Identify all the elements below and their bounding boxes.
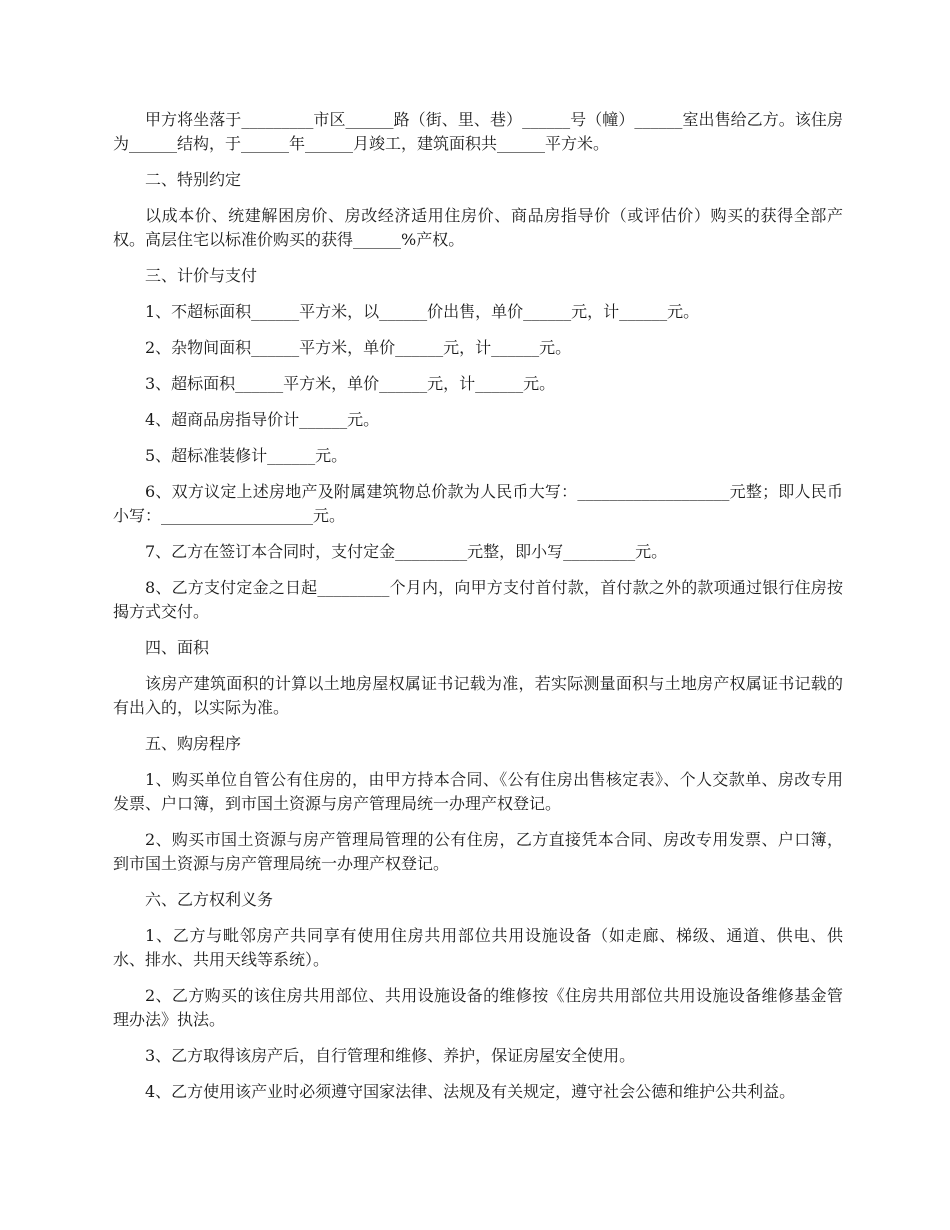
paragraph-pricing-7: 7、乙方在签订本合同时，支付定金_________元整，即小写_________元。 [145, 542, 668, 561]
paragraph-pricing-6: 6、双方议定上述房地产及附属建筑物总价款为人民币大写：___________________元整；即人民币小写：___________________元。 [113, 482, 843, 525]
paragraph-procedure-1: 1、购买单位自管公有住房的，由甲方持本合同、《公有住房出售核定表》、个人交款单、房改专用发票、户口簿，到市国土资源与房产管理局统一办理产权登记。 [113, 770, 843, 813]
section-heading-area: 四、面积 [145, 638, 210, 657]
paragraph-pricing-1: 1、不超标面积______平方米，以______价出售，单价______元，计______元。 [145, 302, 700, 321]
section-heading-pricing: 三、计价与支付 [145, 266, 258, 285]
paragraph-pricing-2: 2、杂物间面积______平方米，单价______元，计______元。 [145, 338, 572, 357]
paragraph-property-location: 甲方将坐落于_________市区______路（街、里、巷）______号（幢）______室出售给乙方。该住房为______结构，于______年______月竣工，建筑面积共______平方米。 [113, 110, 843, 153]
paragraph-rights-4: 4、乙方使用该产业时必须遵守国家法律、法规及有关规定，遵守社会公德和维护公共利益。 [145, 1082, 796, 1101]
paragraph-pricing-8: 8、乙方支付定金之日起_________个月内，向甲方支付首付款，首付款之外的款项通过银行住房按揭方式交付。 [113, 578, 843, 621]
paragraph-rights-3: 3、乙方取得该房产后，自行管理和维修、养护，保证房屋安全使用。 [145, 1046, 636, 1065]
document-body [113, 108, 843, 1116]
paragraph-procedure-2: 2、购买市国土资源与房产管理局管理的公有住房，乙方直接凭本合同、房改专用发票、户口簿，到市国土资源与房产管理局统一办理产权登记。 [113, 830, 843, 873]
paragraph-area: 该房产建筑面积的计算以土地房屋权属证书记载为准，若实际测量面积与土地房产权属证书记载的有出入的，以实际为准。 [113, 674, 843, 717]
section-heading-special-terms: 二、特别约定 [145, 170, 242, 189]
paragraph-pricing-5: 5、超标准装修计______元。 [145, 446, 348, 465]
paragraph-rights-2: 2、乙方购买的该住房共用部位、共用设施设备的维修按《住房共用部位共用设施设备维修基金管理办法》执法。 [113, 986, 843, 1029]
section-heading-procedure: 五、购房程序 [145, 734, 242, 753]
paragraph-pricing-3: 3、超标面积______平方米，单价______元，计______元。 [145, 374, 556, 393]
paragraph-pricing-4: 4、超商品房指导价计______元。 [145, 410, 380, 429]
paragraph-ownership: 以成本价、统建解困房价、房改经济适用住房价、商品房指导价（或评估价）购买的获得全部产权。高层住宅以标准价购买的获得______%产权。 [113, 206, 843, 249]
section-heading-rights: 六、乙方权利义务 [145, 890, 274, 909]
paragraph-rights-1: 1、乙方与毗邻房产共同享有使用住房共用部位共用设施设备（如走廊、梯级、通道、供电、供水、排水、共用天线等系统）。 [113, 926, 843, 969]
